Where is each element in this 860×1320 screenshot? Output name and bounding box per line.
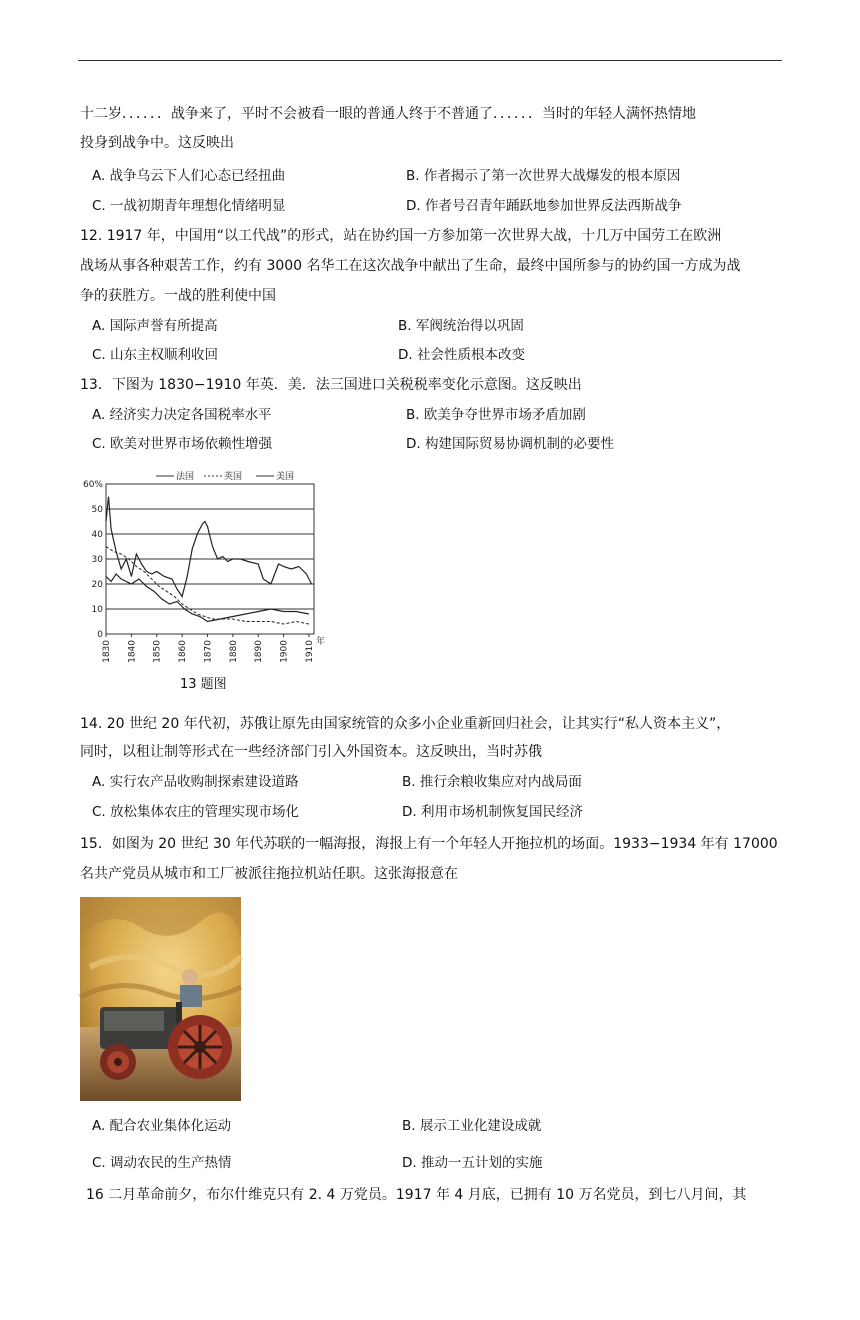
x-tick-label: 1860 [178,640,189,663]
q15-text-line-2: 名共产党员从城市和工厂被派往拖拉机站任职。这张海报意在 [80,866,458,882]
q14-text-line-2: 同时，以租让制等形式在一些经济部门引入外国资本。这反映出，当时苏俄 [80,744,542,760]
tractor-poster-image [80,897,241,1101]
y-tick-label: 30 [91,555,103,565]
x-tick-label: 1850 [152,640,163,663]
legend-label: 法国 [176,472,195,482]
x-tick-label: 1910 [304,640,315,663]
y-tick-label: 60% [82,480,103,490]
tariff-chart-svg [82,464,326,664]
legend-label: 美国 [276,472,295,482]
x-tick-label: 1870 [203,640,214,663]
series-line-1 [106,574,309,622]
y-tick-label: 50 [91,505,103,515]
q12-option-c[interactable]: C. 山东主权顺利收回 [92,347,219,363]
y-tick-label: 0 [97,630,103,640]
q12-option-a[interactable]: A. 国际声誉有所提高 [92,318,218,334]
q11-option-a[interactable]: A. 战争乌云下人们心态已经扭曲 [92,168,286,184]
q14-text-line-1: 14. 20 世纪 20 年代初，苏俄让原先由国家统管的众多小企业重新回归社会，让其实行“私人资本主义”， [80,716,731,732]
series-line-3 [106,497,312,597]
q15-option-d[interactable]: D. 推动一五计划的实施 [402,1155,543,1171]
q16-text-line-1: 16 二月革命前夕，布尔什维克只有 2. 4 万党员。1917 年 4 月底，已拥有 10 万名党员，到七八月间，其 [86,1187,747,1203]
q13-text-line-1: 13．下图为 1830−1910 年英．美．法三国进口关税税率变化示意图。这反映出 [80,377,582,393]
q13-option-d[interactable]: D. 构建国际贸易协调机制的必要性 [406,436,614,452]
q14-option-b[interactable]: B. 推行余粮收集应对内战局面 [402,774,582,790]
y-tick-label: 40 [91,530,103,540]
q12-option-b[interactable]: B. 军阀统治得以巩固 [398,318,524,334]
header-rule [78,60,782,61]
tariff-chart [82,464,326,694]
q15-option-c[interactable]: C. 调动农民的生产热情 [92,1155,232,1171]
q15-text-line-1: 15．如图为 20 世纪 30 年代苏联的一幅海报，海报上有一个年轻人开拖拉机的场面。1933−1934 年有 17000 [80,836,778,852]
q12-text-line-3: 争的获胜方。一战的胜利使中国 [80,288,276,304]
x-unit-label: 年 [316,637,326,647]
chart-caption: 13 题图 [180,677,227,692]
x-tick-label: 1880 [228,640,239,663]
q14-option-c[interactable]: C. 放松集体农庄的管理实现市场化 [92,804,300,820]
q15-option-b[interactable]: B. 展示工业化建设成就 [402,1118,542,1134]
x-tick-label: 1890 [254,640,265,663]
y-tick-label: 20 [91,580,103,590]
q11-text-line-1: 十二岁．．．．．．战争来了，平时不会被看一眼的普通人终于不普通了．．．．．．当时的年轻人满怀热情地 [80,106,696,122]
q11-text-line-2: 投身到战争中。这反映出 [80,135,234,151]
q13-option-a[interactable]: A. 经济实力决定各国税率水平 [92,407,272,423]
x-tick-label: 1900 [279,640,290,663]
series-line-2 [106,547,309,625]
x-tick-label: 1840 [127,640,138,663]
q13-option-c[interactable]: C. 欧美对世界市场依赖性增强 [92,436,273,452]
x-tick-label: 1830 [102,640,112,663]
q11-option-c[interactable]: C. 一战初期青年理想化情绪明显 [92,198,286,214]
q12-text-line-1: 12. 1917 年，中国用“以工代战”的形式，站在协约国一方参加第一次世界大战，十几万中国劳工在欧洲 [80,228,722,244]
q14-option-d[interactable]: D. 利用市场机制恢复国民经济 [402,804,583,820]
q11-option-d[interactable]: D. 作者号召青年踊跃地参加世界反法西斯战争 [406,198,682,214]
q15-option-a[interactable]: A. 配合农业集体化运动 [92,1118,232,1134]
y-tick-label: 10 [91,605,103,615]
q14-option-a[interactable]: A. 实行农产品收购制探索建设道路 [92,774,299,790]
q13-option-b[interactable]: B. 欧美争夺世界市场矛盾加剧 [406,407,586,423]
q11-option-b[interactable]: B. 作者揭示了第一次世界大战爆发的根本原因 [406,168,681,184]
q12-option-d[interactable]: D. 社会性质根本改变 [398,347,525,363]
legend-label: 英国 [224,472,243,482]
q12-text-line-2: 战场从事各种艰苦工作，约有 3000 名华工在这次战争中献出了生命，最终中国所参与的协约国一方成为战 [80,258,741,274]
